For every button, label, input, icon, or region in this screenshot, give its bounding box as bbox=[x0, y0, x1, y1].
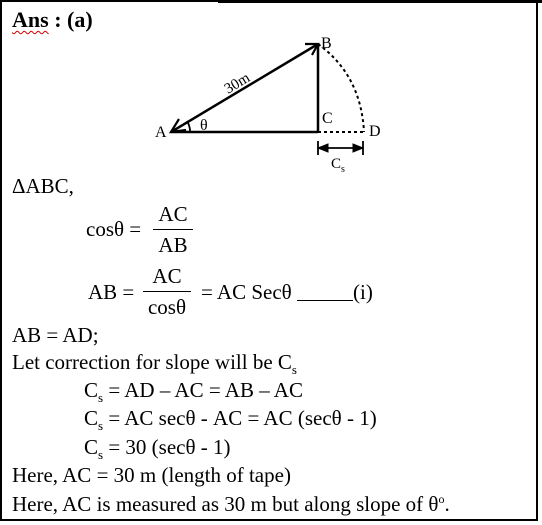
eq1-subscript: s bbox=[98, 390, 104, 405]
ab-blank-line bbox=[297, 299, 353, 301]
ab-denominator: cosθ bbox=[147, 295, 187, 319]
angle-theta-label: θ bbox=[200, 117, 208, 134]
angle-arc bbox=[187, 121, 190, 132]
equation-tag: (i) bbox=[353, 280, 373, 304]
point-b-label: B bbox=[321, 35, 332, 52]
let-text: Let correction for slope will be C bbox=[12, 350, 292, 374]
eq2-rest: = AC secθ - AC = AC (secθ - 1) bbox=[108, 406, 377, 430]
cos-denominator: AB bbox=[158, 233, 188, 257]
here2-period: . bbox=[444, 492, 450, 516]
cs-arrowhead-left bbox=[318, 144, 328, 152]
cos-numerator: AC bbox=[158, 202, 188, 226]
ab-equals-ad: AB = AD; bbox=[12, 323, 99, 347]
equation-3 bbox=[84, 435, 231, 462]
cos-equation-lhs: cosθ = bbox=[86, 217, 142, 241]
eq3-subscript: s bbox=[98, 447, 104, 462]
cs-subscript: s bbox=[341, 164, 345, 175]
ab-equation-lhs: AB = bbox=[88, 280, 135, 304]
ab-numerator: AC bbox=[152, 264, 182, 288]
here-line-2 bbox=[12, 493, 450, 515]
cs-letter: C bbox=[331, 156, 342, 172]
eq2-c: C bbox=[84, 406, 99, 430]
ans-colon: : bbox=[54, 7, 62, 32]
point-c-label: C bbox=[322, 110, 333, 127]
slope-correction-sentence bbox=[12, 350, 297, 377]
eq1-rest: = AD – AC = AB – AC bbox=[108, 378, 303, 402]
ab-rhs-text: = AC Secθ bbox=[201, 280, 292, 304]
length-label: 30m bbox=[221, 69, 253, 98]
equation-2 bbox=[84, 406, 377, 433]
let-subscript: s bbox=[291, 362, 297, 377]
triangle-abc bbox=[171, 44, 364, 155]
eq3-c: C bbox=[84, 435, 99, 459]
ans-word: Ans bbox=[12, 7, 49, 32]
ab-fraction bbox=[143, 266, 191, 318]
cs-label bbox=[331, 156, 345, 175]
equation-1 bbox=[84, 378, 303, 405]
triangle-label: ΔABC, bbox=[12, 174, 74, 198]
here-line-1: Here, AC = 30 m (length of tape) bbox=[12, 463, 291, 487]
here2-text: Here, AC is measured as 30 m but along slope of θ bbox=[12, 492, 439, 516]
point-a-label: A bbox=[155, 124, 167, 141]
eq3-rest: = 30 (secθ - 1) bbox=[108, 435, 231, 459]
point-d-label: D bbox=[369, 123, 381, 140]
ab-equation-rhs bbox=[201, 282, 373, 303]
slope-diagram bbox=[0, 0, 542, 180]
eq1-c: C bbox=[84, 378, 99, 402]
cos-fraction bbox=[153, 204, 193, 256]
degree-sign: o bbox=[438, 492, 445, 506]
eq2-subscript: s bbox=[98, 418, 104, 433]
cs-arrowhead-right bbox=[353, 144, 363, 152]
ans-option: (a) bbox=[67, 7, 93, 32]
